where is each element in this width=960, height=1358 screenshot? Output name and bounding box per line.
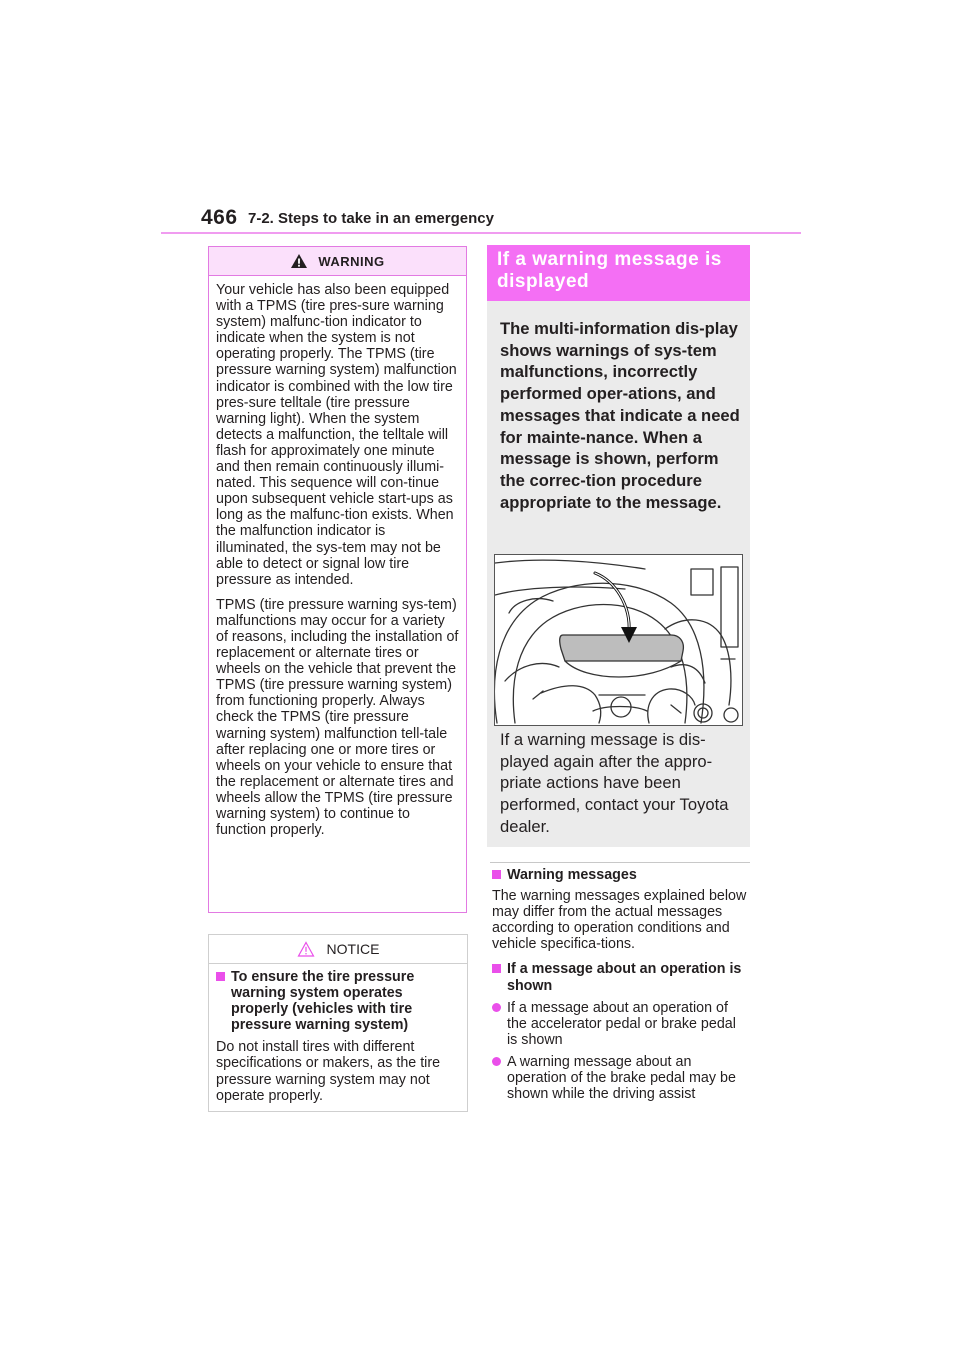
section-heading: If a warning message is displayed (487, 245, 750, 301)
warning-messages-heading (492, 867, 750, 883)
list-item (492, 1054, 750, 1102)
notice-header (209, 935, 467, 964)
intro-panel (487, 301, 750, 847)
warning-title: WARNING (318, 253, 385, 269)
intro-text: The multi-information dis-play shows warnings of sys-tem malfunctions, incorrectly performed oper-ations, and messages that indicate a need for mainte-nance. When a message is shown, perform the correc-tion procedure appropriate to the message. (500, 319, 740, 512)
page-number: 466 (201, 206, 238, 229)
square-bullet-icon (492, 964, 501, 973)
notice-item-heading-text: To ensure the tire pressure warning system operates properly (vehicles with tire pressure warning system) (231, 969, 415, 1034)
steering-wheel-display-illustration (495, 555, 742, 725)
notice-item-heading (216, 969, 460, 1033)
operation-message-heading (492, 961, 750, 993)
notice-title: NOTICE (326, 941, 380, 957)
dashboard-illustration (494, 554, 743, 726)
warning-paragraph: Your vehicle has also been equipped with a TPMS (tire pres-sure warning system) malfunc-tion indicator to indicate when the system is not operating properly. The TPMS (tire pressure warning system) malfunction indicator is combined with the low tire pres-sure telltale (tire pressure warning light). When the system detects a malfunction, the telltale will flash for approximately one minute and then remain continuously illumi-nated. This sequence will con-tinue upon subsequent vehicle start-ups as long as the malfunc-tion exists. When the malfunction indicator is illuminated, the sys-tem may not be able to detect or signal low tire pressure as intended. (216, 282, 457, 588)
square-bullet-icon (492, 870, 501, 879)
header-rule (161, 232, 801, 234)
section-divider (490, 862, 750, 863)
notice-text: Do not install tires with different specifications or makers, as the tire pressure warning system may not operate properly. (216, 1039, 441, 1104)
list-item (492, 1000, 750, 1048)
warning-paragraph: TPMS (tire pressure warning sys-tem) malfunctions may occur for a variety of reasons, including the installation of replacement or alternate tires or wheels on the vehicle that prevent the TPMS (tire pressure warning system) from functioning properly. Always check the TPMS (tire pressure warning system) malfunction tell-tale after replacing one or more tires or wheels on your vehicle to ensure that the replacement or alternate tires and wheels allow the TPMS (tire pressure warning system) to continue to function properly. (216, 596, 459, 839)
warning-messages-heading-text: Warning messages (507, 867, 637, 883)
warning-messages-text: The warning messages explained below may differ from the actual messages according to operation conditions and vehicle specifica-tions. (492, 888, 747, 953)
warning-body (209, 276, 466, 838)
caution-triangle-icon (297, 941, 315, 957)
warning-messages-section (492, 867, 750, 1108)
square-bullet-icon (216, 972, 225, 981)
warning-triangle-icon (290, 253, 308, 269)
notice-box (208, 934, 468, 1112)
warning-header (209, 247, 466, 276)
after-image-text: If a warning message is dis-played again after the appro-priate actions have been performed, contact your Toyota dealer. (500, 730, 729, 836)
chapter-title: 7-2. Steps to take in an emergency (248, 210, 494, 227)
round-bullet-icon (492, 1003, 501, 1012)
notice-body (209, 964, 467, 1104)
list-item-text: If a message about an operation of the accelerator pedal or brake pedal is shown (507, 999, 736, 1048)
operation-message-heading-text: If a message about an operation is shown (507, 961, 742, 994)
list-item-text: A warning message about an operation of the brake pedal may be shown while the driving assist (507, 1053, 736, 1103)
warning-box (208, 246, 467, 913)
round-bullet-icon (492, 1057, 501, 1066)
